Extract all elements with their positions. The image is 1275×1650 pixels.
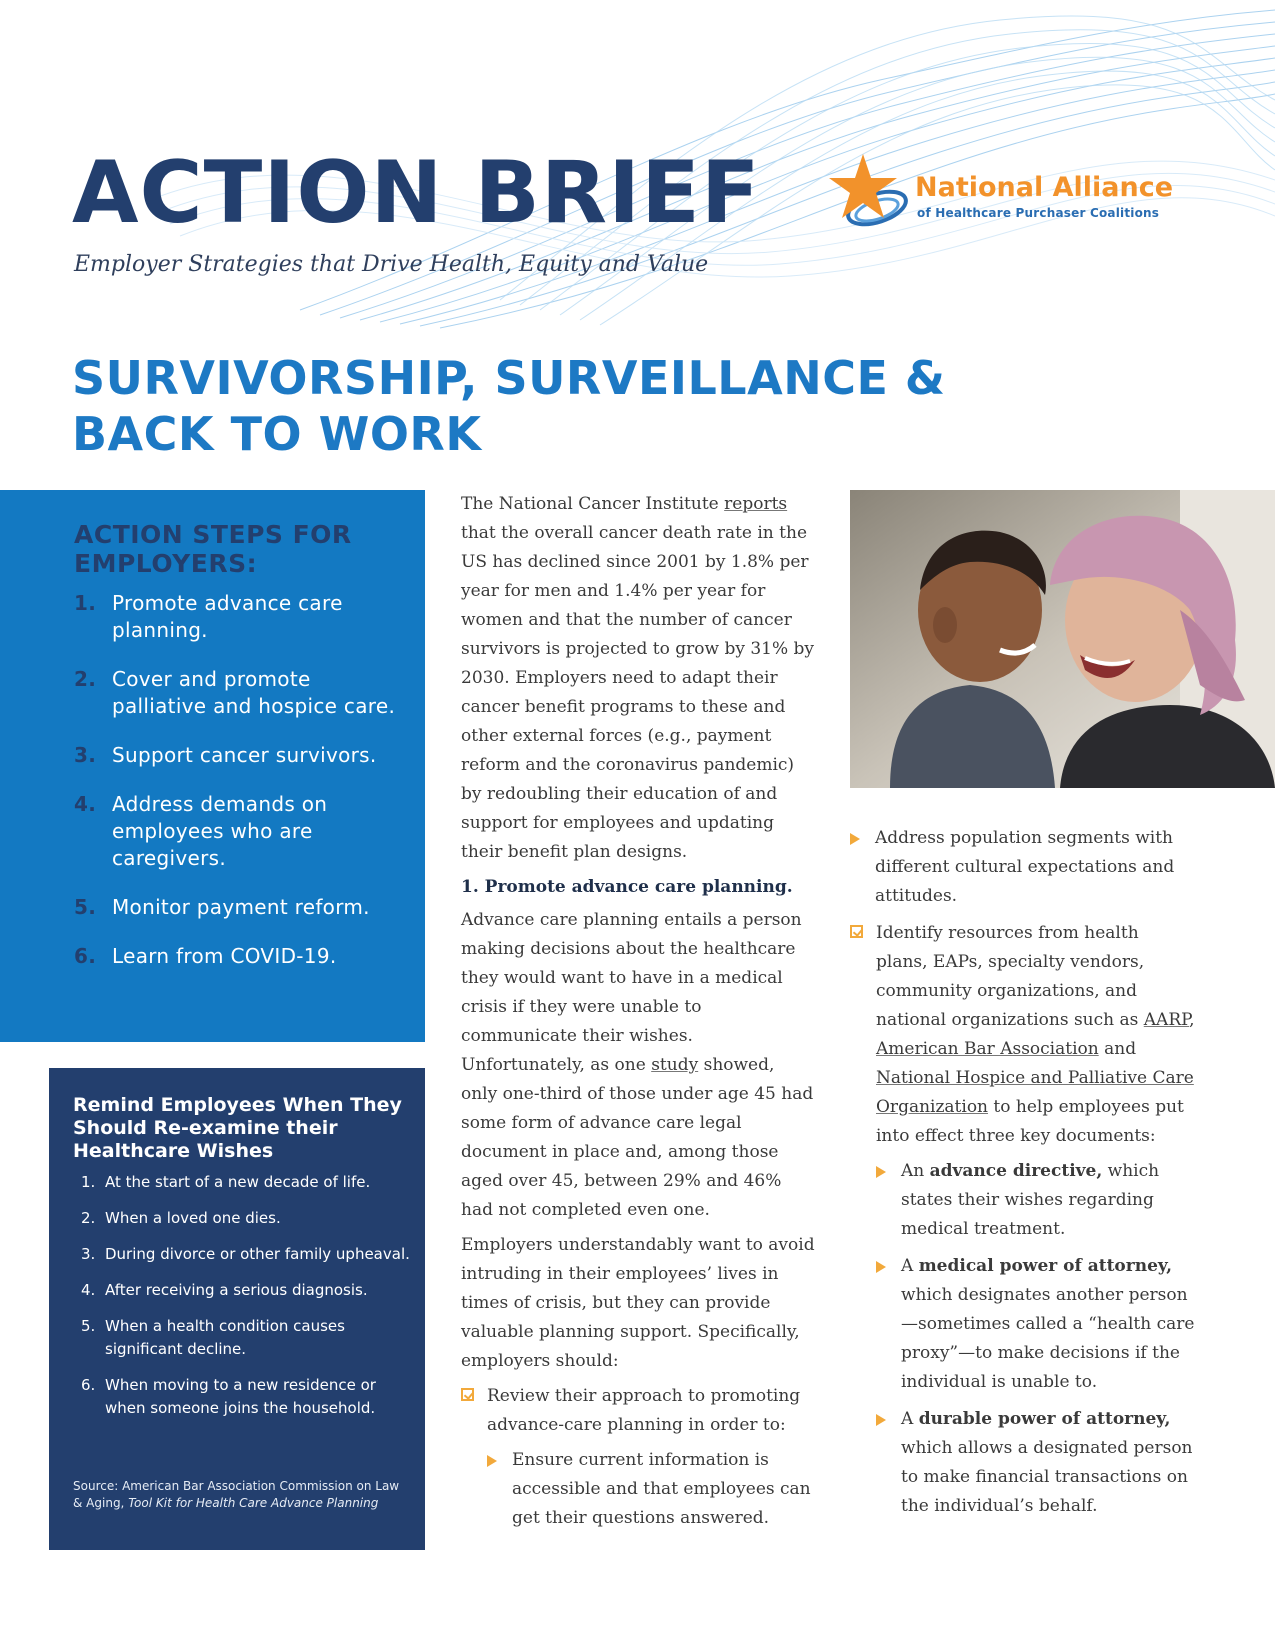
action-steps-title: ACTION STEPS FOR EMPLOYERS: bbox=[74, 520, 352, 578]
national-alliance-logo bbox=[825, 150, 1205, 240]
intro-paragraph: The National Cancer Institute reports that the overall cancer death rate in the US has declined since 2001 by 1.8% per year for men and 1.4% per year for women and that the number of cancer survivors is projected to grow by 31% by 2030. Employers need to adapt their cancer benefit programs to these and other external forces (e.g., payment reform and the coronavirus pandemic) by redoubling their education of and support for employees and updating their benefit plan designs. bbox=[461, 494, 815, 862]
action-steps-list bbox=[74, 590, 404, 992]
list-item: 6. When moving to a new residence or when someone joins the household. bbox=[81, 1376, 376, 1417]
bullet-item: Address population segments with different cultural expectations and attitudes. bbox=[850, 824, 1195, 911]
headline-line-2: BACK TO WORK bbox=[72, 407, 482, 461]
aarp-link[interactable]: AARP bbox=[1143, 1010, 1190, 1030]
list-item: 1. Promote advance care planning. bbox=[74, 591, 343, 642]
bullet-item: A durable power of attorney, which allows a designated person to make financial transactions on the individual’s behalf. bbox=[850, 1405, 1195, 1521]
remind-employees-box bbox=[49, 1068, 425, 1550]
employers-paragraph: Employers understandably want to avoid intruding in their employees’ lives in times of crisis, but they can provide valuable planning support. Specifically, employers should: bbox=[461, 1235, 815, 1371]
checkbox-icon bbox=[850, 925, 863, 938]
list-item: 1. At the start of a new decade of life. bbox=[81, 1173, 371, 1191]
action-steps-box bbox=[0, 490, 425, 1042]
checklist-item: Identify resources from health plans, EAPs, specialty vendors, community organizations, and national organizations such as AARP, American Bar Association and National Hospice and Palliative Care Organization to help employees put into effect three key documents: bbox=[850, 919, 1195, 1151]
arrow-bullet-icon bbox=[876, 1261, 886, 1273]
checklist-item: Review their approach to promoting advance-care planning in order to: bbox=[461, 1382, 816, 1440]
arrow-bullet-icon bbox=[487, 1455, 497, 1467]
nhpco-link[interactable]: National Hospice and Palliative Care Organization bbox=[876, 1068, 1194, 1117]
list-item: 4. After receiving a serious diagnosis. bbox=[81, 1281, 368, 1299]
body-column-right bbox=[850, 824, 1195, 1529]
list-item: 3. Support cancer survivors. bbox=[74, 743, 377, 767]
page-subtitle: Employer Strategies that Drive Health, Equity and Value bbox=[74, 252, 709, 277]
checkbox-icon bbox=[461, 1388, 474, 1401]
advance-care-paragraph: Advance care planning entails a person making decisions about the healthcare they would want to have in a medical crisis if they were unable to communicate their wishes. Unfortunately, as one study showed, only one-third of those under age 45 had some form of advance care legal document in place and, among those aged over 45, between 29% and 46% had not completed even one. bbox=[461, 910, 814, 1220]
list-item: 4. Address demands on employees who are caregivers. bbox=[74, 792, 328, 870]
list-item: 2. When a loved one dies. bbox=[81, 1209, 281, 1227]
list-item: 2. Cover and promote palliative and hospice care. bbox=[74, 667, 396, 718]
list-item: 3. During divorce or other family upheaval. bbox=[81, 1245, 410, 1263]
list-item: 6. Learn from COVID-19. bbox=[74, 944, 337, 968]
study-link[interactable]: study bbox=[651, 1055, 699, 1075]
page-title: ACTION BRIEF bbox=[72, 143, 761, 243]
remind-box-title: Remind Employees When They Should Re-examine their Healthcare Wishes bbox=[73, 1094, 402, 1162]
headline bbox=[72, 350, 946, 462]
list-item: 5. When a health condition causes significant decline. bbox=[81, 1317, 345, 1358]
headline-line-1: SURVIVORSHIP, SURVEILLANCE & bbox=[72, 351, 946, 405]
bullet-item: Ensure current information is accessible and that employees can get their questions answered. bbox=[461, 1446, 816, 1533]
logo-subtitle: of Healthcare Purchaser Coalitions bbox=[917, 206, 1160, 220]
arrow-bullet-icon bbox=[850, 833, 860, 845]
aba-link[interactable]: American Bar Association bbox=[876, 1039, 1099, 1059]
child-and-mother-photo bbox=[850, 490, 1275, 788]
body-column-middle bbox=[461, 490, 816, 1541]
source-citation: Source: American Bar Association Commission on Law & Aging, Tool Kit for Health Care Advance Planning bbox=[73, 1479, 400, 1510]
reports-link[interactable]: reports bbox=[724, 494, 788, 514]
arrow-bullet-icon bbox=[876, 1166, 886, 1178]
list-item: 5. Monitor payment reform. bbox=[74, 895, 370, 919]
remind-list bbox=[73, 1171, 413, 1433]
star-logo-icon bbox=[825, 150, 915, 240]
logo-name: National Alliance bbox=[915, 172, 1174, 203]
bullet-item: An advance directive, which states their wishes regarding medical treatment. bbox=[850, 1157, 1195, 1244]
arrow-bullet-icon bbox=[876, 1414, 886, 1426]
section-heading: 1. Promote advance care planning. bbox=[461, 877, 793, 897]
bullet-item: A medical power of attorney, which designates another person—sometimes called a “health care proxy”—to make decisions if the individual is unable to. bbox=[850, 1252, 1195, 1397]
